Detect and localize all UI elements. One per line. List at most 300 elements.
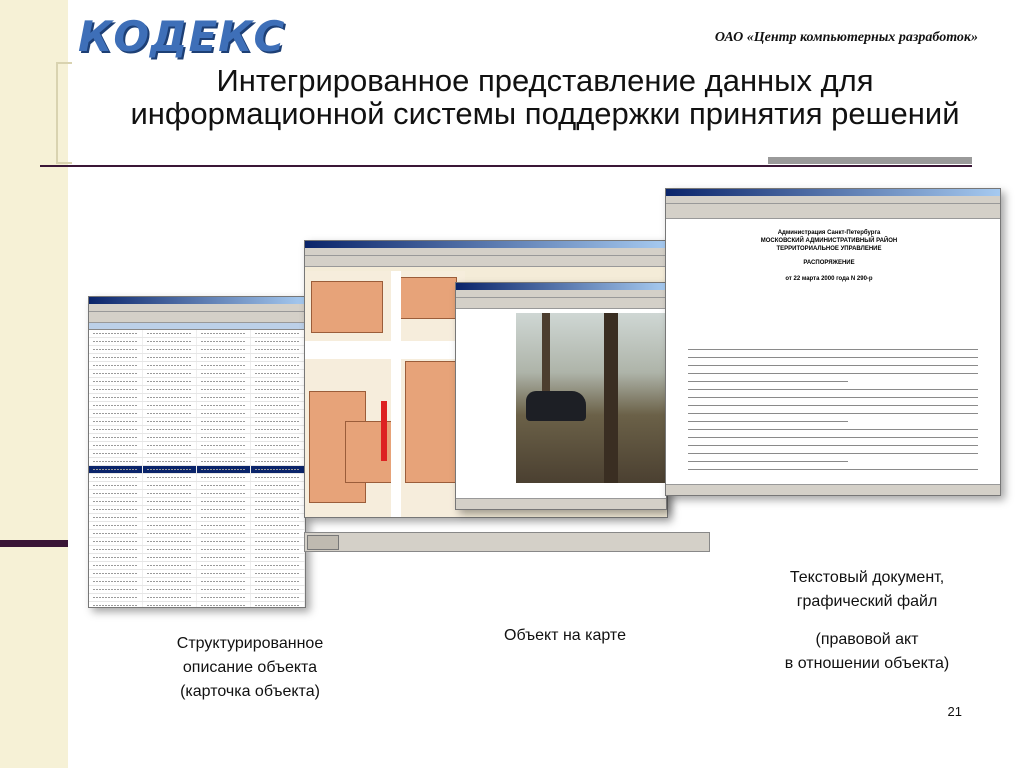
document-text-line — [688, 461, 848, 462]
table-cell — [197, 402, 251, 409]
table-cell — [143, 450, 197, 457]
window-statusbar — [456, 498, 666, 509]
table-row — [89, 594, 305, 602]
cell-text-placeholder — [93, 597, 138, 598]
document-text-line — [688, 397, 978, 398]
table-cell — [197, 546, 251, 553]
cell-text-placeholder — [255, 357, 300, 358]
cell-text-placeholder — [93, 357, 138, 358]
cell-text-placeholder — [147, 341, 192, 342]
cell-text-placeholder — [147, 389, 192, 390]
table-cell — [251, 482, 305, 489]
cell-text-placeholder — [147, 397, 192, 398]
cell-text-placeholder — [147, 493, 192, 494]
cell-text-placeholder — [147, 381, 192, 382]
cell-text-placeholder — [147, 461, 192, 462]
cell-text-placeholder — [93, 493, 138, 494]
cell-text-placeholder — [201, 429, 246, 430]
cell-text-placeholder — [201, 437, 246, 438]
window-menubar — [666, 196, 1000, 204]
window-toolbar — [305, 256, 667, 267]
cell-text-placeholder — [201, 381, 246, 382]
table-row — [89, 410, 305, 418]
cell-text-placeholder — [201, 533, 246, 534]
table-cell — [251, 442, 305, 449]
cell-text-placeholder — [201, 597, 246, 598]
table-cell — [251, 418, 305, 425]
table-cell — [197, 330, 251, 337]
cell-text-placeholder — [201, 605, 246, 606]
table-cell — [197, 458, 251, 465]
table-cell — [197, 602, 251, 608]
cell-text-placeholder — [201, 509, 246, 510]
table-row — [89, 482, 305, 490]
table-cell — [89, 482, 143, 489]
cell-text-placeholder — [93, 349, 138, 350]
cell-text-placeholder — [255, 397, 300, 398]
cell-text-placeholder — [255, 501, 300, 502]
document-heading-2: МОСКОВСКИЙ АДМИНИСТРАТИВНЫЙ РАЙОН — [760, 238, 898, 244]
table-cell — [197, 554, 251, 561]
table-cell — [143, 370, 197, 377]
table-cell — [251, 514, 305, 521]
cell-text-placeholder — [93, 437, 138, 438]
table-cell — [143, 378, 197, 385]
table-cell — [89, 346, 143, 353]
title-line-1: Интегрированное представление данных для — [216, 63, 874, 98]
cell-text-placeholder — [93, 541, 138, 542]
cell-text-placeholder — [93, 445, 138, 446]
cell-text-placeholder — [255, 445, 300, 446]
document-text-line — [688, 413, 978, 414]
table-cell — [89, 386, 143, 393]
table-row — [89, 506, 305, 514]
table-cell — [251, 562, 305, 569]
caption-line: в отношении объекта) — [784, 655, 950, 672]
table-row — [89, 450, 305, 458]
window-titlebar — [456, 283, 666, 290]
table-cell — [143, 578, 197, 585]
table-cell — [197, 370, 251, 377]
caption-line: Структурированное — [176, 635, 324, 652]
table-cell — [143, 594, 197, 601]
document-heading-3: ТЕРРИТОРИАЛЬНОЕ УПРАВЛЕНИЕ — [776, 246, 882, 252]
cell-text-placeholder — [93, 341, 138, 342]
cell-text-placeholder — [255, 565, 300, 566]
title-rule — [40, 165, 972, 167]
cell-text-placeholder — [255, 461, 300, 462]
table-cell — [251, 330, 305, 337]
cell-text-placeholder — [201, 333, 246, 334]
table-body — [89, 330, 305, 608]
cell-text-placeholder — [255, 477, 300, 478]
object-card-screenshot — [88, 296, 306, 608]
table-cell — [89, 434, 143, 441]
table-cell — [251, 474, 305, 481]
map-building — [405, 361, 457, 483]
cell-text-placeholder — [201, 573, 246, 574]
table-cell — [251, 506, 305, 513]
cell-text-placeholder — [93, 421, 138, 422]
cell-text-placeholder — [147, 549, 192, 550]
table-cell — [143, 554, 197, 561]
table-row — [89, 394, 305, 402]
document-text-line — [688, 373, 978, 374]
table-row — [89, 546, 305, 554]
table-cell — [143, 562, 197, 569]
cell-text-placeholder — [147, 541, 192, 542]
cell-text-placeholder — [93, 333, 138, 334]
table-cell — [251, 370, 305, 377]
table-row — [89, 442, 305, 450]
table-cell — [197, 346, 251, 353]
cell-text-placeholder — [93, 485, 138, 486]
title-line-2: информационной системы поддержки принятия решений — [130, 96, 960, 131]
table-cell — [143, 354, 197, 361]
document-text-line — [688, 349, 978, 350]
cell-text-placeholder — [255, 429, 300, 430]
cell-text-placeholder — [93, 557, 138, 558]
table-cell — [197, 466, 251, 473]
table-cell — [251, 586, 305, 593]
cell-text-placeholder — [147, 597, 192, 598]
cell-text-placeholder — [147, 373, 192, 374]
table-cell — [251, 490, 305, 497]
table-cell — [89, 562, 143, 569]
cell-text-placeholder — [147, 573, 192, 574]
cell-text-placeholder — [201, 525, 246, 526]
table-cell — [197, 354, 251, 361]
table-cell — [197, 450, 251, 457]
cell-text-placeholder — [147, 349, 192, 350]
table-cell — [143, 346, 197, 353]
document-page — [670, 223, 988, 485]
cell-text-placeholder — [93, 389, 138, 390]
cell-text-placeholder — [93, 461, 138, 462]
cell-text-placeholder — [93, 549, 138, 550]
table-cell — [89, 426, 143, 433]
cell-text-placeholder — [147, 517, 192, 518]
cell-text-placeholder — [93, 509, 138, 510]
cell-text-placeholder — [201, 565, 246, 566]
legal-document-screenshot — [665, 188, 1001, 496]
cell-text-placeholder — [93, 477, 138, 478]
cell-text-placeholder — [201, 589, 246, 590]
table-cell — [197, 498, 251, 505]
window-toolbar — [666, 204, 1000, 219]
table-cell — [89, 402, 143, 409]
table-cell — [89, 338, 143, 345]
document-heading-1: Администрация Санкт-Петербурга — [777, 230, 881, 236]
table-cell — [251, 458, 305, 465]
table-cell — [197, 538, 251, 545]
document-text-line — [688, 389, 978, 390]
table-cell — [143, 522, 197, 529]
table-cell — [143, 514, 197, 521]
caption-line: Текстовый документ, — [789, 569, 945, 586]
caption-structured-description — [150, 632, 350, 704]
cell-text-placeholder — [255, 413, 300, 414]
table-cell — [197, 594, 251, 601]
window-toolbar — [456, 298, 666, 309]
cell-text-placeholder — [255, 405, 300, 406]
document-heading-4: РАСПОРЯЖЕНИЕ — [803, 260, 855, 266]
cell-text-placeholder — [93, 573, 138, 574]
table-cell — [143, 410, 197, 417]
cell-text-placeholder — [255, 365, 300, 366]
document-text-line — [688, 429, 978, 430]
caption-line: описание объекта — [182, 659, 318, 676]
table-cell — [251, 410, 305, 417]
table-cell — [251, 386, 305, 393]
table-cell — [251, 362, 305, 369]
table-cell — [197, 410, 251, 417]
table-row — [89, 570, 305, 578]
table-cell — [251, 338, 305, 345]
table-cell — [251, 554, 305, 561]
document-date: от 22 марта 2000 года N 290-р — [785, 276, 873, 282]
cell-text-placeholder — [255, 533, 300, 534]
table-cell — [143, 482, 197, 489]
document-text-line — [688, 437, 978, 438]
table-cell — [251, 466, 305, 473]
table-cell — [143, 386, 197, 393]
table-cell — [197, 442, 251, 449]
document-text-line — [688, 365, 978, 366]
cell-text-placeholder — [93, 533, 138, 534]
table-cell — [143, 426, 197, 433]
map-street — [391, 271, 401, 517]
table-cell — [143, 458, 197, 465]
cell-text-placeholder — [93, 413, 138, 414]
cell-text-placeholder — [201, 365, 246, 366]
table-row — [89, 562, 305, 570]
cell-text-placeholder — [147, 581, 192, 582]
cell-text-placeholder — [201, 477, 246, 478]
photo-tree — [604, 313, 618, 483]
document-heading — [670, 229, 988, 283]
table-row — [89, 498, 305, 506]
cell-text-placeholder — [93, 405, 138, 406]
cell-text-placeholder — [147, 421, 192, 422]
table-cell — [143, 498, 197, 505]
cell-text-placeholder — [255, 517, 300, 518]
table-cell — [251, 522, 305, 529]
table-row — [89, 434, 305, 442]
table-row — [89, 378, 305, 386]
cell-text-placeholder — [201, 397, 246, 398]
table-cell — [197, 434, 251, 441]
window-menubar — [305, 248, 667, 256]
cell-text-placeholder — [255, 581, 300, 582]
cell-text-placeholder — [201, 461, 246, 462]
table-cell — [251, 378, 305, 385]
cell-text-placeholder — [147, 565, 192, 566]
cell-text-placeholder — [93, 525, 138, 526]
table-cell — [251, 346, 305, 353]
table-cell — [89, 418, 143, 425]
table-row — [89, 362, 305, 370]
cell-text-placeholder — [147, 445, 192, 446]
cell-text-placeholder — [255, 333, 300, 334]
cell-text-placeholder — [201, 349, 246, 350]
map-object-highlight — [381, 401, 387, 461]
table-cell — [197, 490, 251, 497]
cell-text-placeholder — [93, 501, 138, 502]
table-cell — [89, 586, 143, 593]
cell-text-placeholder — [201, 493, 246, 494]
map-canvas — [305, 271, 465, 517]
window-statusbar — [666, 484, 1000, 495]
cell-text-placeholder — [255, 589, 300, 590]
slide-title — [80, 64, 1010, 130]
table-cell — [251, 402, 305, 409]
cell-text-placeholder — [93, 429, 138, 430]
caption-line: графический файл — [796, 593, 938, 610]
cell-text-placeholder — [255, 469, 300, 470]
cell-text-placeholder — [147, 453, 192, 454]
document-text-line — [688, 357, 978, 358]
table-cell — [197, 338, 251, 345]
table-cell — [89, 594, 143, 601]
cell-text-placeholder — [201, 389, 246, 390]
table-cell — [89, 546, 143, 553]
table-cell — [143, 402, 197, 409]
table-cell — [143, 490, 197, 497]
cell-text-placeholder — [93, 565, 138, 566]
document-text-line — [688, 405, 978, 406]
cell-text-placeholder — [147, 333, 192, 334]
cell-text-placeholder — [255, 373, 300, 374]
table-cell — [251, 394, 305, 401]
document-text-line — [688, 453, 978, 454]
table-cell — [89, 370, 143, 377]
cell-text-placeholder — [255, 493, 300, 494]
table-cell — [143, 586, 197, 593]
table-cell — [89, 602, 143, 608]
cell-text-placeholder — [147, 429, 192, 430]
table-cell — [251, 538, 305, 545]
cell-text-placeholder — [147, 509, 192, 510]
window-titlebar — [666, 189, 1000, 196]
table-cell — [251, 354, 305, 361]
caption-line: (правовой акт — [815, 631, 919, 648]
cell-text-placeholder — [255, 605, 300, 606]
table-cell — [197, 514, 251, 521]
table-row — [89, 554, 305, 562]
table-cell — [143, 418, 197, 425]
table-cell — [89, 458, 143, 465]
object-photo — [516, 313, 666, 483]
table-cell — [89, 394, 143, 401]
table-cell — [197, 530, 251, 537]
cell-text-placeholder — [201, 469, 246, 470]
photo-car — [526, 391, 586, 421]
table-cell — [89, 554, 143, 561]
kodeks-logo: КОДЕКС — [78, 12, 286, 61]
table-cell — [197, 562, 251, 569]
table-row — [89, 522, 305, 530]
cell-text-placeholder — [147, 589, 192, 590]
table-row — [89, 346, 305, 354]
table-row — [89, 602, 305, 608]
document-text-line — [688, 381, 848, 382]
table-cell — [89, 474, 143, 481]
windows-taskbar — [304, 532, 710, 552]
table-cell — [89, 522, 143, 529]
cell-text-placeholder — [201, 421, 246, 422]
cell-text-placeholder — [201, 485, 246, 486]
cell-text-placeholder — [255, 509, 300, 510]
table-row — [89, 490, 305, 498]
window-toolbar — [89, 312, 305, 323]
table-cell — [197, 482, 251, 489]
table-cell — [143, 602, 197, 608]
cell-text-placeholder — [255, 525, 300, 526]
table-cell — [89, 514, 143, 521]
cell-text-placeholder — [147, 557, 192, 558]
table-cell — [89, 362, 143, 369]
table-cell — [251, 578, 305, 585]
cell-text-placeholder — [93, 381, 138, 382]
table-row — [89, 578, 305, 586]
table-row — [89, 586, 305, 594]
start-button — [307, 535, 339, 550]
table-header — [89, 323, 305, 330]
table-row — [89, 418, 305, 426]
table-cell — [197, 570, 251, 577]
cell-text-placeholder — [255, 421, 300, 422]
table-cell — [251, 434, 305, 441]
cell-text-placeholder — [93, 605, 138, 606]
table-cell — [143, 338, 197, 345]
table-cell — [143, 570, 197, 577]
cell-text-placeholder — [255, 541, 300, 542]
table-cell — [197, 506, 251, 513]
table-row — [89, 514, 305, 522]
table-cell — [89, 538, 143, 545]
table-cell — [197, 586, 251, 593]
document-text-line — [688, 421, 848, 422]
cell-text-placeholder — [147, 365, 192, 366]
table-cell — [89, 490, 143, 497]
table-cell — [197, 522, 251, 529]
cell-text-placeholder — [201, 517, 246, 518]
cell-text-placeholder — [201, 357, 246, 358]
cell-text-placeholder — [201, 541, 246, 542]
cell-text-placeholder — [147, 533, 192, 534]
table-cell — [89, 378, 143, 385]
table-cell — [89, 450, 143, 457]
table-cell — [143, 466, 197, 473]
cell-text-placeholder — [255, 381, 300, 382]
table-cell — [143, 442, 197, 449]
caption-line: (карточка объекта) — [180, 683, 320, 700]
table-row — [89, 402, 305, 410]
company-name: ОАО «Центр компьютерных разработок» — [714, 30, 978, 45]
table-cell — [251, 498, 305, 505]
map-building — [395, 277, 457, 319]
table-row — [89, 338, 305, 346]
cell-text-placeholder — [93, 365, 138, 366]
table-row — [89, 474, 305, 482]
cell-text-placeholder — [255, 341, 300, 342]
cell-text-placeholder — [201, 453, 246, 454]
window-menubar — [456, 290, 666, 298]
cell-text-placeholder — [147, 405, 192, 406]
table-cell — [251, 594, 305, 601]
left-decor-bar — [0, 540, 68, 547]
